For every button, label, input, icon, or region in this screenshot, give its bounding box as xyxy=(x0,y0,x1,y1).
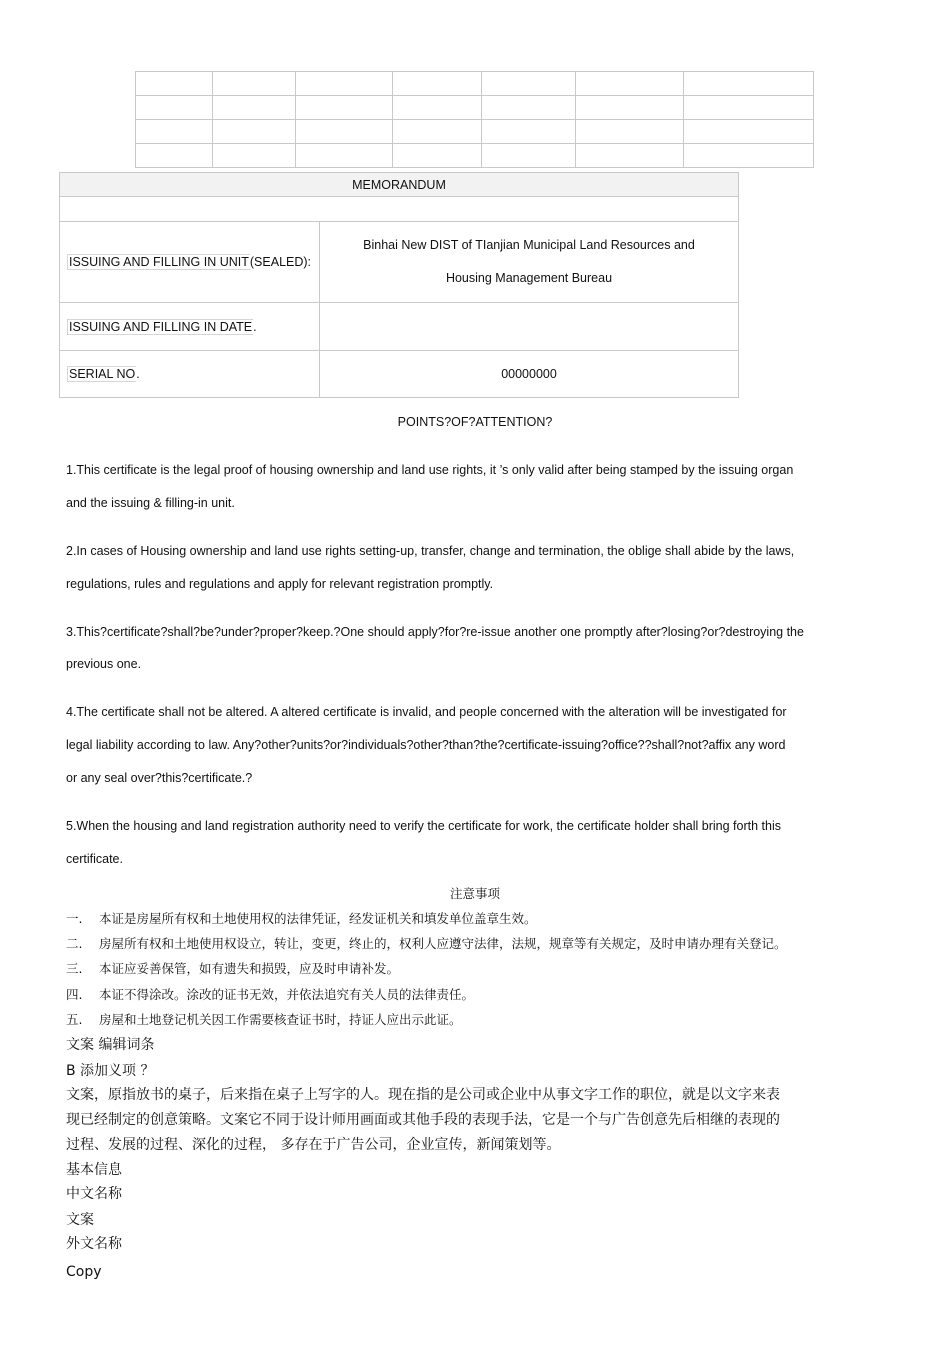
attention-point-2-line-1: 2.In cases of Housing ownership and land use rights setting-up, transfer, change and termination, the oblige shall abide by the laws, xyxy=(66,544,795,558)
memorandum-table xyxy=(59,172,739,398)
attention-point-4-line-2: legal liability according to law. Any?other?units?or?individuals?other?than?the?certificate-issuing?office??shall?not?affix any word xyxy=(66,738,786,752)
entry-description-line-1: 文案，原指放书的桌子，后来指在桌子上写字的人。现在指的是公司或企业中从事文字工作的职位，就是以文字来表 xyxy=(66,1087,780,1103)
attention-point-1-line-1: 1.This certificate is the legal proof of housing ownership and land use rights, it ’s only valid after being stamped by the issuing organ xyxy=(66,463,794,477)
serial-no-label: SERIAL NO. xyxy=(60,351,320,398)
attention-title: POINTS?OF?ATTENTION? xyxy=(397,415,553,429)
cn-name-label: 中文名称 xyxy=(66,1186,122,1202)
issuing-unit-value: Binhai New DIST of TIanjian Municipal Land Resources and Housing Management Bureau xyxy=(320,222,739,303)
foreign-name-label: 外文名称 xyxy=(66,1236,122,1252)
foreign-name-value: Copy xyxy=(66,1264,102,1280)
attention-point-5-line-1: 5.When the housing and land registration authority need to verify the certificate for work, the certificate holder shall bring forth this xyxy=(66,819,781,833)
notes-cn-item: 二. 房屋所有权和土地使用权设立，转让，变更，终止的，权利人应遵守法律，法规，规章等有关规定，及时申请办理有关登记。 xyxy=(66,936,787,951)
attention-point-5-line-2: certificate. xyxy=(66,852,123,866)
attention-point-3-line-1: 3.This?certificate?shall?be?under?proper?keep.?One should apply?for?re-issue another one promptly after?losing?or?destroying the xyxy=(66,625,804,639)
serial-no-value: 00000000 xyxy=(320,351,739,398)
basic-info-heading: 基本信息 xyxy=(66,1162,122,1178)
cn-name-value: 文案 xyxy=(66,1212,94,1228)
attention-point-4-line-1: 4.The certificate shall not be altered. A altered certificate is invalid, and people concerned with the alteration will be investigated for xyxy=(66,705,787,719)
attention-point-4-line-3: or any seal over?this?certificate.? xyxy=(66,771,253,785)
notes-cn-item: 一. 本证是房屋所有权和土地使用权的法律凭证，经发证机关和填发单位盖章生效。 xyxy=(66,911,537,926)
notes-cn-title: 注意事项 xyxy=(449,886,500,901)
entry-description-line-2: 现已经制定的创意策略。文案它不同于设计师用画面或其他手段的表现手法，它是一个与广告创意先后相继的表现的 xyxy=(66,1112,780,1128)
issuing-date-value xyxy=(320,303,739,351)
header-empty-grid xyxy=(135,71,814,168)
notes-cn-item: 五. 房屋和土地登记机关因工作需要核查证书时，持证人应出示此证。 xyxy=(66,1012,462,1027)
entry-description-line-3: 过程、发展的过程、深化的过程， 多存在于广告公司，企业宣传，新闻策划等。 xyxy=(66,1137,561,1153)
issuing-date-label: ISSUING AND FILLING IN DATE. xyxy=(60,303,320,351)
issuing-unit-label: ISSUING AND FILLING IN UNIT(SEALED): xyxy=(60,222,320,303)
memorandum-title: MEMORANDUM xyxy=(60,173,739,197)
memorandum-blank-row xyxy=(60,197,739,222)
add-meaning-link[interactable]: B 添加义项 ？ xyxy=(66,1063,155,1079)
attention-point-3-line-2: previous one. xyxy=(66,657,142,671)
entry-heading: 文案 编辑词条 xyxy=(66,1037,155,1053)
attention-point-2-line-2: regulations, rules and regulations and apply for relevant registration promptly. xyxy=(66,577,494,591)
notes-cn-item: 四. 本证不得涂改。涂改的证书无效，并依法追究有关人员的法律责任。 xyxy=(66,987,475,1002)
notes-cn-item: 三. 本证应妥善保管，如有遗失和损毁，应及时申请补发。 xyxy=(66,961,400,976)
attention-point-1-line-2: and the issuing & filling-in unit. xyxy=(66,496,235,510)
